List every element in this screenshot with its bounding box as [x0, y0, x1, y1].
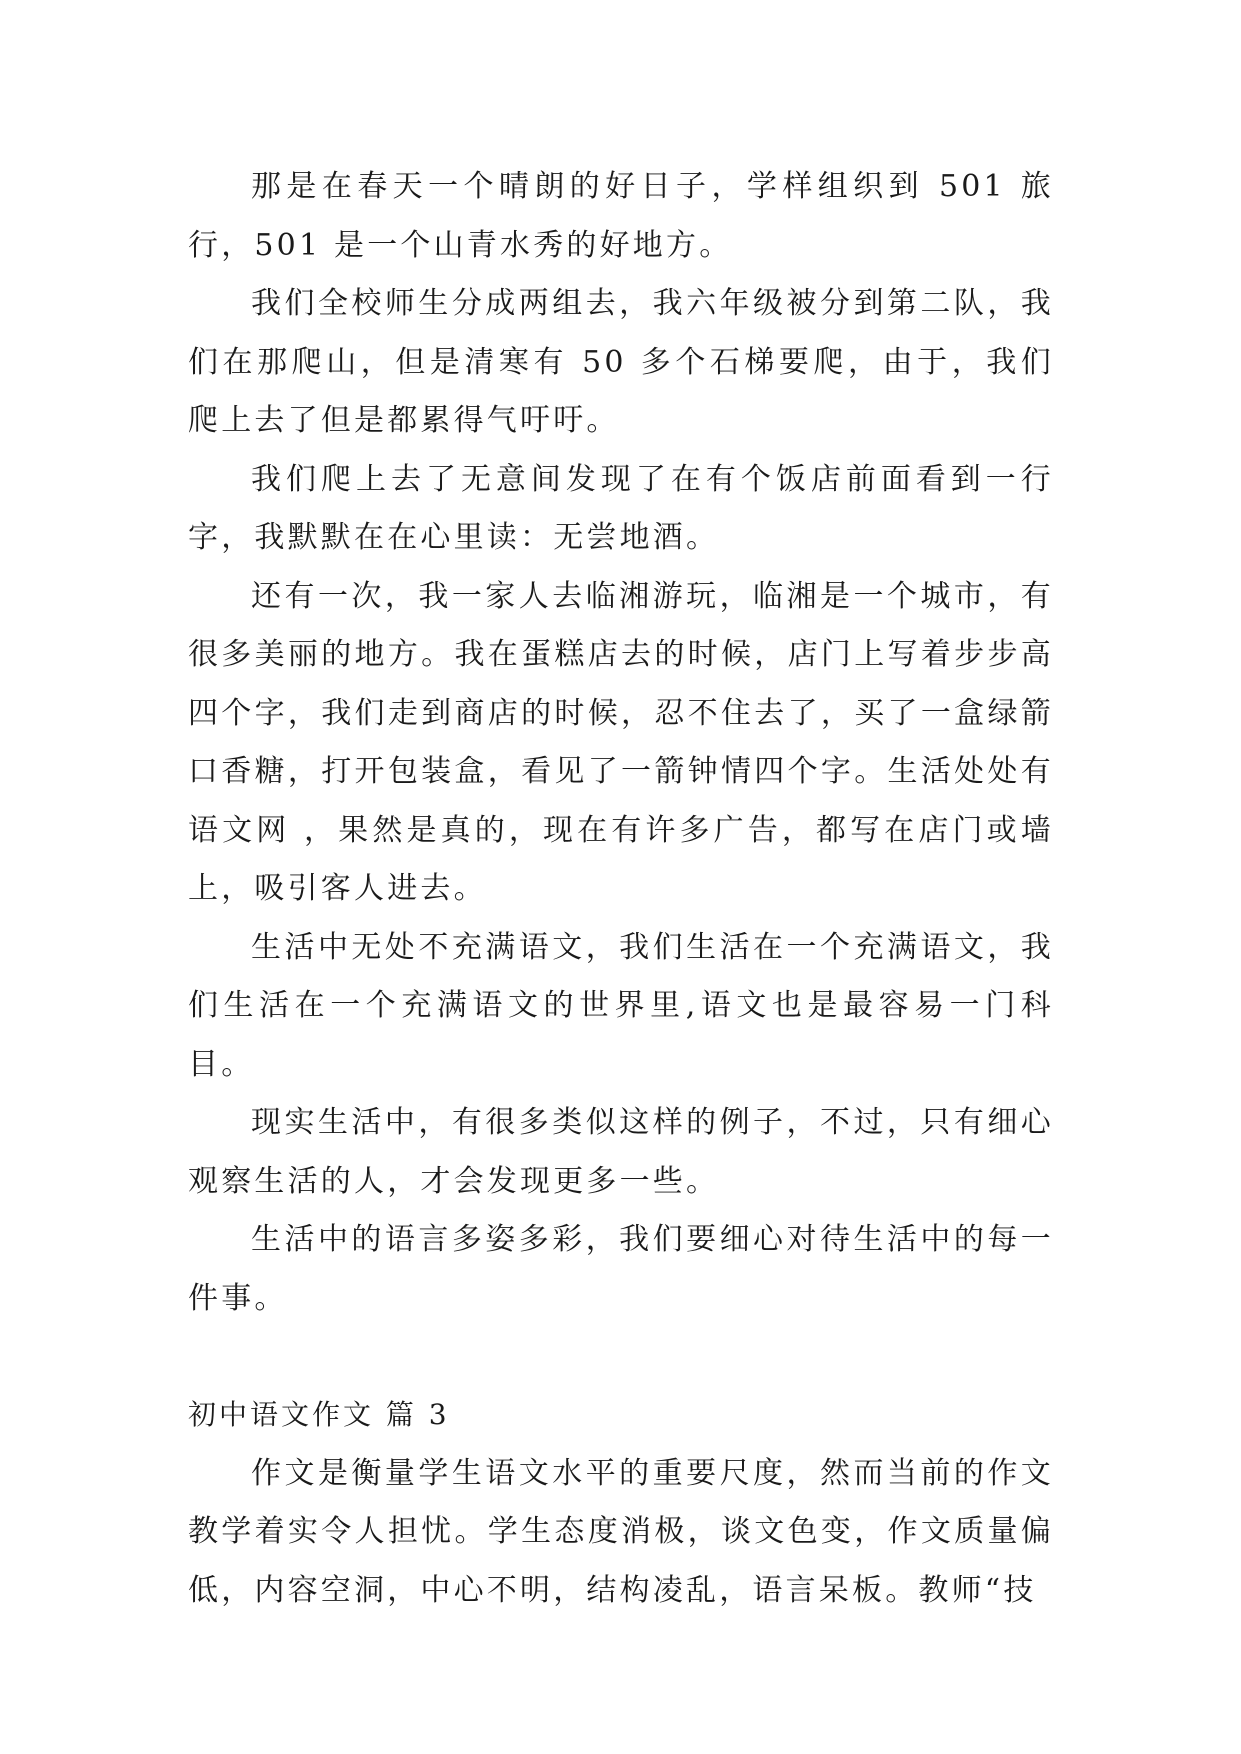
paragraph-4: 还有一次，我一家人去临湘游玩，临湘是一个城市，有很多美丽的地方。我在蛋糕店去的时候，店门上写着步步高四个字，我们走到商店的时候，忍不住去了，买了一盒绿箭口香糖，打开包装盒，看见了一箭钟情四个字。生活处处有语文网 ，果然是真的，现在有许多广告，都写在店门或墙上，吸引客人进去。: [188, 578, 1054, 906]
section-heading: 初中语文作文 篇 3: [188, 1398, 450, 1431]
paragraph-6: 现实生活中，有很多类似这样的例子，不过，只有细心观察生活的人，才会发现更多一些。: [188, 1105, 1054, 1199]
paragraph-3: 我们爬上去了无意间发现了在有个饭店前面看到一行字，我默默在在心里读：无尝地酒。: [188, 461, 1054, 555]
paragraph-8: 作文是衡量学生语文水平的重要尺度，然而当前的作文教学着实令人担忧。学生态度消极，谈文色变，作文质量偏低，内容空洞，中心不明，结构凌乱，语言呆板。教师“技: [188, 1455, 1054, 1608]
paragraph-1: 那是在春天一个晴朗的好日子，学样组织到 501 旅行，501 是一个山青水秀的好地方。: [188, 169, 1054, 263]
section-spacer: [188, 1328, 1054, 1386]
paragraph-2: 我们全校师生分成两组去，我六年级被分到第二队，我们在那爬山，但是清寒有 50 多个石梯要爬，由于，我们爬上去了但是都累得气吁吁。: [188, 286, 1054, 438]
document-page: [188, 158, 1054, 1620]
paragraph-5: 生活中无处不充满语文，我们生活在一个充满语文，我们生活在一个充满语文的世界里,语文也是最容易一门科目。: [188, 929, 1054, 1082]
paragraph-7: 生活中的语言多姿多彩，我们要细心对待生活中的每一件事。: [188, 1222, 1054, 1316]
